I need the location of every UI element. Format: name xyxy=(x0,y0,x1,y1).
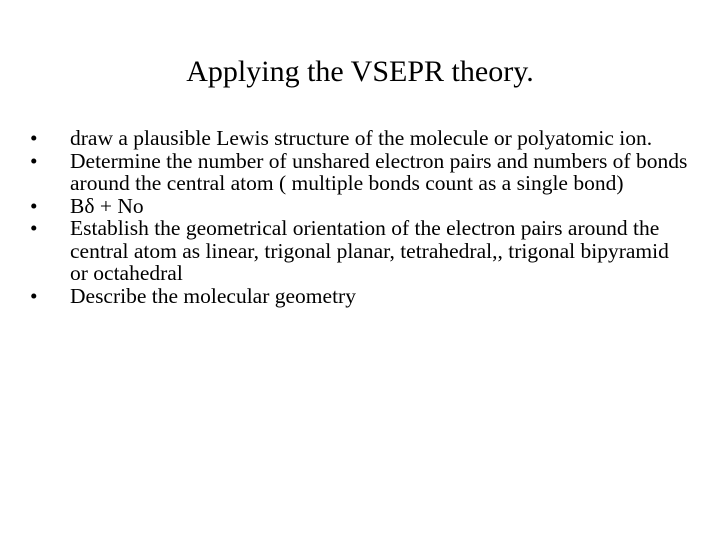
bullet-marker: • xyxy=(30,126,38,150)
bullet-marker: • xyxy=(30,216,38,240)
bullet-list xyxy=(30,127,690,307)
bullet-item xyxy=(30,217,690,285)
bullet-text: draw a plausible Lewis structure of the molecule or polyatomic ion. xyxy=(70,126,653,150)
bullet-item xyxy=(30,195,690,218)
bullet-text: Bδ + No xyxy=(70,193,144,218)
bullet-item xyxy=(30,150,690,195)
bullet-item xyxy=(30,127,690,150)
bullet-item xyxy=(30,285,690,308)
bullet-marker: • xyxy=(30,148,38,173)
bullet-text: Describe the molecular geometry xyxy=(70,283,356,308)
bullet-marker: • xyxy=(30,193,38,218)
bullet-text: Determine the number of unshared electron pairs and numbers of bonds around the central atom ( multiple bonds count as a single bond) xyxy=(70,148,688,195)
bullet-marker: • xyxy=(30,283,38,308)
slide-title: Applying the VSEPR theory. xyxy=(186,55,534,88)
bullet-text: Establish the geometrical orientation of the electron pairs around the central atom as linear, trigonal planar, tetrahedral,, trigonal bipyramid or octahedral xyxy=(70,216,669,285)
